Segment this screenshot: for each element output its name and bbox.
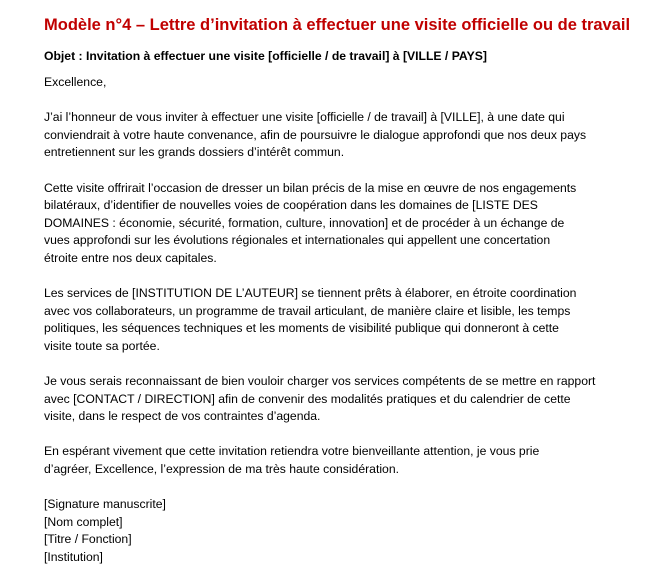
paragraph-line: avec [CONTACT / DIRECTION] afin de convenir des modalités pratiques et du calendrier de cette <box>44 391 571 406</box>
paragraph-line: Les services de [INSTITUTION DE L’AUTEUR] se tiennent prêts à élaborer, en étroite coordination <box>44 286 577 301</box>
paragraph-line: entretiennent sur les grands dossiers d’intérêt commun. <box>44 145 345 160</box>
paragraph-line: visite, dans le respect de vos contraintes d’agenda. <box>44 409 321 424</box>
paragraph-line: Cette visite offrirait l’occasion de dresser un bilan précis de la mise en œuvre de nos engagements <box>44 180 577 195</box>
paragraph-line: étroite entre nos deux capitales. <box>44 250 217 265</box>
paragraph-line: d’agréer, Excellence, l’expression de ma très haute considération. <box>44 462 399 477</box>
paragraph-2 <box>44 180 644 268</box>
paragraph-line: bilatéraux, d’identifier de nouvelles voies de coopération dans les domaines de [LISTE DES <box>44 198 538 213</box>
paragraph-line: visite toute sa portée. <box>44 338 160 353</box>
signature-placeholder: [Signature manuscrite] <box>44 497 166 512</box>
paragraph-line: politiques, les séquences techniques et les moments de visibilité publique qui donneront à cette <box>44 321 559 336</box>
paragraph-line: DOMAINES : économie, sécurité, formation, culture, innovation] et de procéder à un échange de <box>44 215 565 230</box>
institution-placeholder: [Institution] <box>44 550 103 565</box>
letter-subject: Objet : Invitation à effectuer une visite [officielle / de travail] à [VILLE / PAYS] <box>44 49 487 63</box>
paragraph-line: Je vous serais reconnaissant de bien vouloir charger vos services compétents de se mettre en rapport <box>44 374 596 389</box>
paragraph-line: conviendrait à votre haute convenance, afin de poursuivre le dialogue approfondi que nos deux pays <box>44 127 587 142</box>
paragraph-4 <box>44 373 644 426</box>
title-placeholder: [Titre / Fonction] <box>44 532 132 547</box>
paragraph-3 <box>44 285 644 355</box>
paragraph-line: avec vos collaborateurs, un programme de travail articulant, de manière claire et lisible, les temps <box>44 303 571 318</box>
salutation: Excellence, <box>44 75 107 89</box>
paragraph-5 <box>44 443 644 478</box>
paragraph-line: J’ai l’honneur de vous inviter à effectuer une visite [officielle / de travail] à [VILLE], à une date qui <box>44 110 565 125</box>
signature-block <box>44 496 644 566</box>
paragraph-line: vues approfondi sur les évolutions régionales et internationales qui appellent une concertation <box>44 233 551 248</box>
paragraph-line: En espérant vivement que cette invitation retiendra votre bienveillante attention, je vous prie <box>44 444 540 459</box>
document-title: Modèle n°4 – Lettre d’invitation à effectuer une visite officielle ou de travail <box>44 16 631 34</box>
name-placeholder: [Nom complet] <box>44 514 123 529</box>
paragraph-1 <box>44 109 644 162</box>
letter-document <box>44 14 644 567</box>
